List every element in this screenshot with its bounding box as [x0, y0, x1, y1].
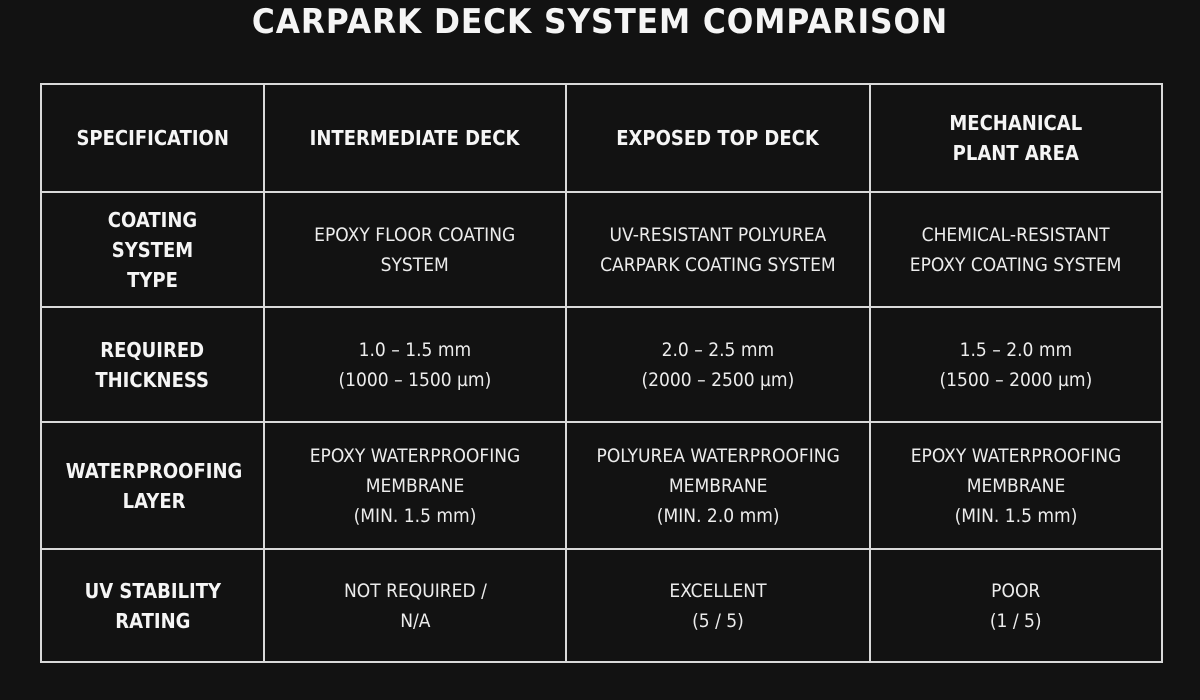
- header-mechanical-plant-area: [870, 84, 1162, 192]
- cell-value: CHEMICAL-RESISTANT EPOXY COATING SYSTEM: [910, 223, 1122, 276]
- table-row-coating-system-type: [41, 192, 1162, 307]
- header-intermediate-deck: [264, 84, 566, 192]
- table-row-required-thickness: [41, 307, 1162, 422]
- header-label: MECHANICAL PLANT AREA: [949, 111, 1083, 165]
- page-title: CARPARK DECK SYSTEM COMPARISON: [251, 2, 949, 42]
- cell-value: POLYUREA WATERPROOFING MEMBRANE (MIN. 2.0 mm): [596, 444, 840, 527]
- table-row-waterproofing-layer: [41, 422, 1162, 549]
- row-label-cell: [41, 549, 264, 662]
- table-cell: [870, 307, 1162, 422]
- table-row-uv-stability-rating: [41, 549, 1162, 662]
- cell-value: 1.5 – 2.0 mm (1500 – 2000 µm): [939, 338, 1093, 391]
- row-label: COATING SYSTEM TYPE: [107, 207, 198, 292]
- cell-value: EPOXY FLOOR COATING SYSTEM: [314, 223, 516, 276]
- row-label-cell: [41, 192, 264, 307]
- cell-value: EPOXY WATERPROOFING MEMBRANE (MIN. 1.5 mm): [309, 444, 521, 527]
- header-specification: [41, 84, 264, 192]
- cell-value: 1.0 – 1.5 mm (1000 – 1500 µm): [338, 338, 492, 391]
- table-cell: [264, 549, 566, 662]
- row-label: REQUIRED THICKNESS: [95, 337, 210, 392]
- header-exposed-top-deck: [566, 84, 870, 192]
- table-cell: [566, 549, 870, 662]
- table-cell: [566, 192, 870, 307]
- row-label: WATERPROOFING LAYER: [65, 458, 243, 513]
- table-cell: [264, 192, 566, 307]
- row-label-cell: [41, 422, 264, 549]
- table-cell: [870, 422, 1162, 549]
- header-label: EXPOSED TOP DECK: [616, 126, 820, 150]
- cell-value: EXCELLENT (5 / 5): [669, 579, 767, 632]
- table-cell: [566, 307, 870, 422]
- cell-value: NOT REQUIRED / N/A: [343, 579, 487, 632]
- cell-value: UV-RESISTANT POLYUREA CARPARK COATING SYSTEM: [600, 223, 836, 276]
- cell-value: EPOXY WATERPROOFING MEMBRANE (MIN. 1.5 mm): [910, 444, 1122, 527]
- table-cell: [870, 549, 1162, 662]
- table-cell: [870, 192, 1162, 307]
- table-cell: [264, 307, 566, 422]
- table-cell: [264, 422, 566, 549]
- cell-value: POOR (1 / 5): [990, 579, 1042, 632]
- table-header-row: [41, 84, 1162, 192]
- row-label-cell: [41, 307, 264, 422]
- comparison-table: [40, 83, 1163, 663]
- cell-value: 2.0 – 2.5 mm (2000 – 2500 µm): [641, 338, 795, 391]
- header-label: INTERMEDIATE DECK: [310, 126, 520, 150]
- row-label: UV STABILITY RATING: [84, 578, 221, 633]
- header-label: SPECIFICATION: [76, 126, 229, 150]
- table-cell: [566, 422, 870, 549]
